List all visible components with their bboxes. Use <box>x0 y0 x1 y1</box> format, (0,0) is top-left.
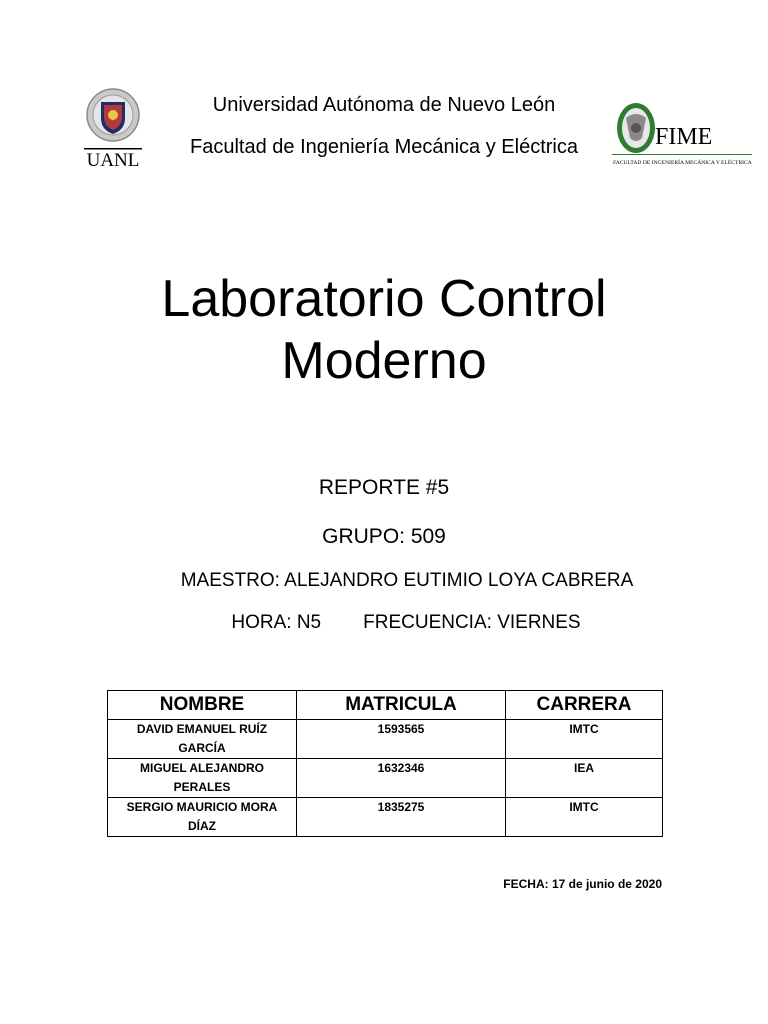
fime-logo-text: FIME <box>655 124 713 150</box>
university-name: Universidad Autónoma de Nuevo León <box>212 94 556 116</box>
report-title-line1: Laboratorio Control <box>161 270 607 328</box>
report-title-line2: Moderno <box>281 332 487 390</box>
teacher-name: MAESTRO: ALEJANDRO EUTIMIO LOYA CABRERA <box>180 570 634 591</box>
fime-logo <box>612 98 752 170</box>
group-number: GRUPO: 509 <box>322 525 446 548</box>
cell-carrera: IMTC <box>506 720 663 759</box>
report-title <box>84 268 684 392</box>
header-nombre: NOMBRE <box>108 691 297 720</box>
uanl-logo-text: UANL <box>86 150 140 171</box>
cell-nombre: SERGIO MAURICIO MORA DÍAZ <box>108 798 297 837</box>
class-hour: HORA: N5 <box>231 612 322 633</box>
class-frequency: FRECUENCIA: VIERNES <box>363 612 581 633</box>
report-date: FECHA: 17 de junio de 2020 <box>503 877 662 891</box>
cell-carrera: IMTC <box>506 798 663 837</box>
fime-logo-subtext: FACULTAD DE INGENIERÍA MECÁNICA Y ELÉCTRICA <box>613 160 752 166</box>
table-header-row <box>108 691 663 720</box>
team-table <box>107 690 663 837</box>
schedule-line <box>0 612 768 634</box>
faculty-name: Facultad de Ingeniería Mecánica y Eléctrica <box>190 136 578 158</box>
cell-matricula: 1593565 <box>297 720 506 759</box>
table-row <box>108 720 663 759</box>
uanl-logo <box>82 88 144 176</box>
report-number: REPORTE #5 <box>318 476 450 499</box>
table-row <box>108 759 663 798</box>
cell-carrera: IEA <box>506 759 663 798</box>
cell-nombre: DAVID EMANUEL RUÍZ GARCÍA <box>108 720 297 759</box>
cell-matricula: 1835275 <box>297 798 506 837</box>
table-row <box>108 798 663 837</box>
cell-matricula: 1632346 <box>297 759 506 798</box>
header-carrera: CARRERA <box>506 691 663 720</box>
header-matricula: MATRICULA <box>297 691 506 720</box>
cell-nombre: MIGUEL ALEJANDRO PERALES <box>108 759 297 798</box>
